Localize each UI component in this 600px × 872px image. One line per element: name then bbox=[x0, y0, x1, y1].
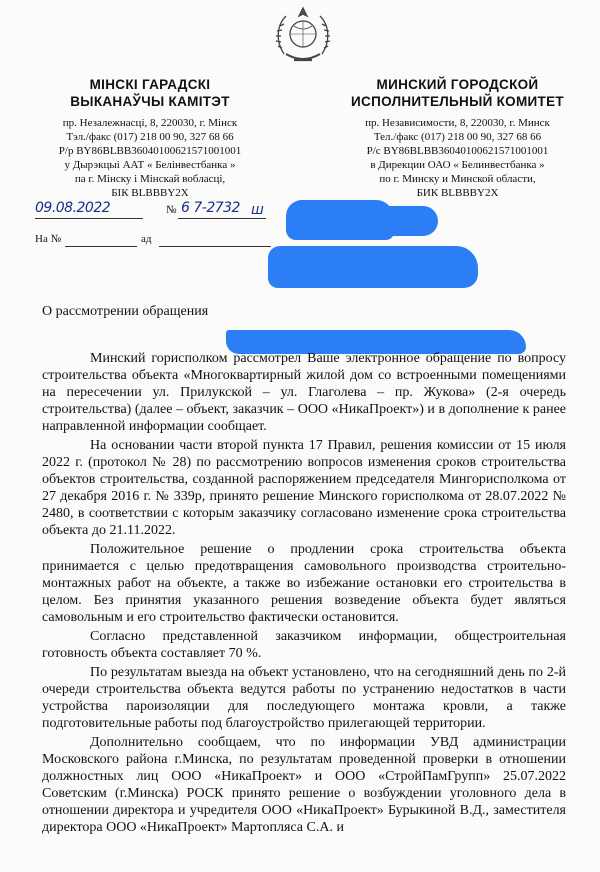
org-name-line1: МИНСКИЙ ГОРОДСКОЙ bbox=[376, 77, 539, 92]
ref-from-label: ад bbox=[141, 233, 152, 245]
ref-label: На № bbox=[35, 233, 62, 245]
bank-name: у Дырэкцыі ААТ « Белінвестбанка » bbox=[64, 159, 236, 171]
header-left-belarusian bbox=[25, 76, 275, 200]
body-paragraph: Согласно представленной заказчиком информации, общестроительная готовность объекта составляет 70 %. bbox=[42, 629, 566, 661]
address: пр. Незалежнасці, 8, 220030, г. Мінск bbox=[62, 117, 238, 129]
bank-account: Р/с BY86BLBB36040100621571001001 bbox=[366, 145, 549, 157]
header-right-russian bbox=[315, 76, 600, 200]
org-name-line2: ВЫКАНАЎЧЫ КАМІТЭТ bbox=[70, 94, 230, 109]
state-emblem-icon bbox=[272, 4, 334, 68]
body-paragraph: На основании части второй пункта 17 Правил, решения комиссии от 15 июля 2022 г. (протокол № 28) по рассмотрению вопросов изменения сроков строительства объектов строительства, созданной распоряжением председателя Мингорисполкома от 27 декабря 2016 г. № 339р, принято решение Минского горисполкома от 28.07.2022 № 2480, в соответствии с которым заказчику согласовано изменение срока строительства объекта до 21.11.2022. bbox=[42, 438, 566, 538]
number-sign: № bbox=[166, 204, 177, 216]
org-name-line2: ИСПОЛНИТЕЛЬНЫЙ КОМИТЕТ bbox=[351, 94, 564, 109]
outgoing-reference bbox=[35, 200, 275, 224]
body-paragraph: Минский горисполком рассмотрел Ваше электронное обращение по вопросу строительства объекта «Многоквартирный жилой дом со встроенными помещениями на пересечении ул. Прилукской – ул. Глаголева – пр. Жукова» (2-я очередь строительства) (далее – объект, заказчик – ООО «НикаПроект») и в дополнение к ранее направленной информации сообщает. bbox=[42, 351, 566, 434]
address: пр. Независимости, 8, 220030, г. Минск bbox=[365, 117, 550, 129]
handwritten-date: 09.08.2022 bbox=[35, 200, 111, 216]
handwritten-number: 6 7-2732 bbox=[181, 200, 240, 216]
phone: Тел./факс (017) 218 00 90, 327 68 66 bbox=[373, 131, 542, 143]
handwritten-number-suffix: ш bbox=[251, 202, 264, 218]
body-paragraph: Положительное решение о продлении срока строительства объекта принимается с целью предотвращения самовольного производства строительно-монтажных работ на объекте, а также во избежание остановки его строительства в целом. Без принятия указанного решения возведение объекта будет являться самовольным и его строительство фактически остановится. bbox=[42, 542, 566, 625]
bank-region: па г. Мінску і Мінскай вобласці, bbox=[74, 173, 226, 185]
bank-region: по г. Минску и Минской области, bbox=[379, 173, 536, 185]
body-paragraph: Дополнительно сообщаем, что по информации УВД администрации Московского района г.Минска, по результатам проведенной проверки в отношении должностных лиц ООО «НикаПроект» и ООО «СтройПамГрупп» 25.07.2022 Советским (г.Минска) РОСК принято решение о возбуждении уголовного дела в отношении директора и учредителя ООО «НикаПроект» Бурыкиной В.Д., заместителя директора ООО «НикаПроект» Мартопляса С.А. и bbox=[42, 735, 566, 835]
letter-subject: О рассмотрении обращения bbox=[42, 304, 209, 319]
incoming-reference bbox=[35, 233, 275, 249]
org-name-line1: МІНСКІ ГАРАДСКІ bbox=[89, 77, 211, 92]
bik: БІК BLBBBY2X bbox=[111, 187, 189, 199]
body-paragraph: По результатам выезда на объект установлено, что на сегодняшний день по 2-й очереди строительства объекта ведутся работы по устранению недостатков в части устройства пароизоляции для последующего монтажа кровли, а также подготовительные работы под благоустройство прилегающей территории. bbox=[42, 665, 566, 731]
phone: Тэл./факс (017) 218 00 90, 327 68 66 bbox=[66, 131, 234, 143]
letter-body bbox=[42, 350, 566, 836]
bik: БИК BLBBBY2X bbox=[416, 187, 499, 199]
bank-account: Р/р BY86BLBB36040100621571001001 bbox=[58, 145, 242, 157]
bank-name: в Дирекции ОАО « Белинвестбанка » bbox=[370, 159, 545, 171]
